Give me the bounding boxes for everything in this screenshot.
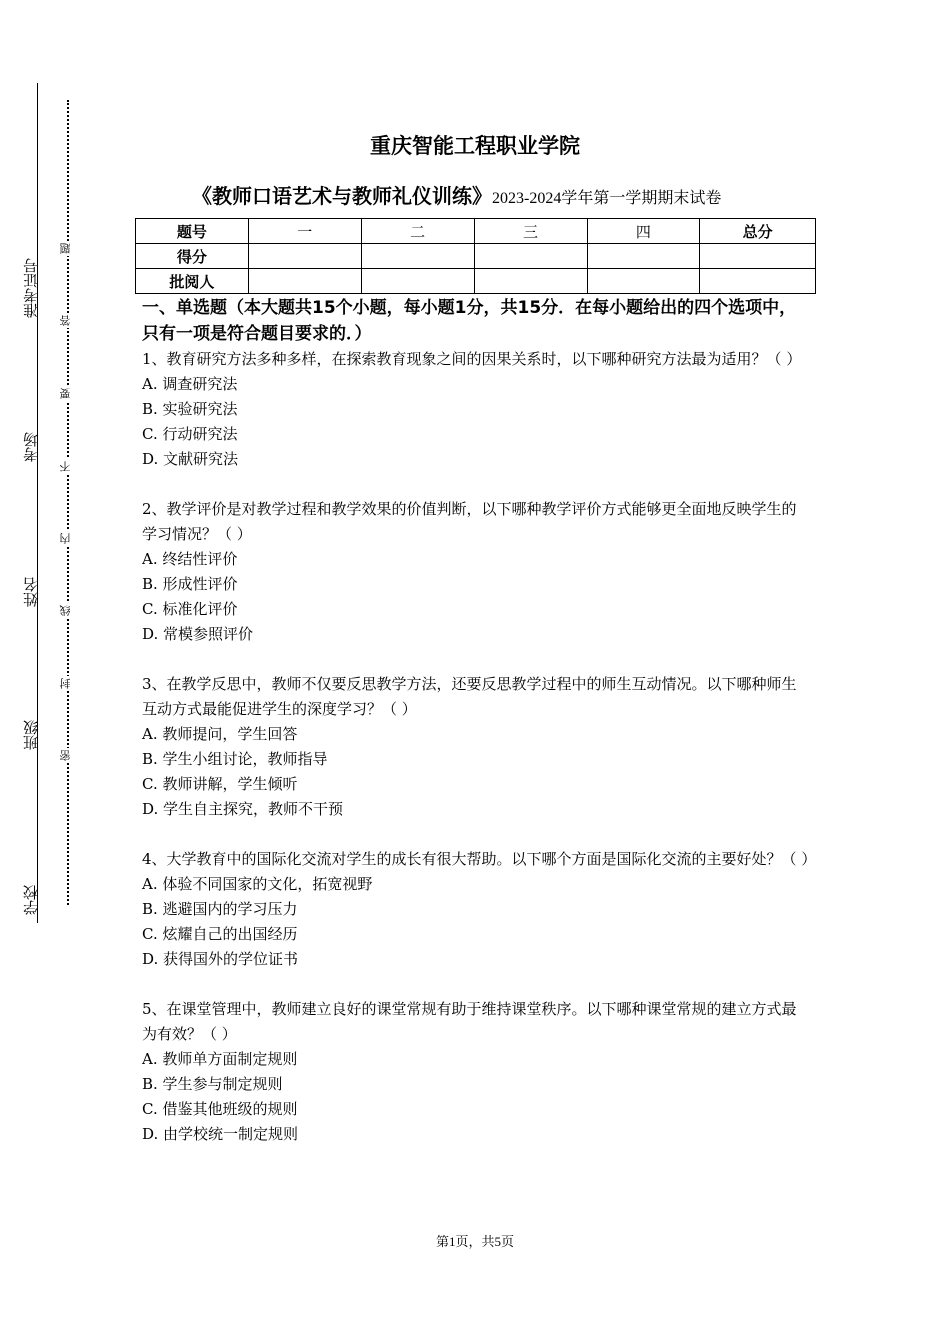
- section-title: 一、单选题（本大题共15个小题，每小题1分，共15分．在每小题给出的四个选项中，只有一项是符合题目要求的．）: [142, 298, 797, 344]
- option-c: C. 炫耀自己的出国经历: [142, 925, 298, 943]
- option-a: A. 教师提问，学生回答: [142, 725, 298, 743]
- option-c: C. 行动研究法: [142, 425, 238, 443]
- seal-char: 密: [59, 750, 72, 761]
- score-header-cell: 二: [361, 219, 474, 244]
- label-class: 班级: [22, 720, 40, 750]
- question-item: [142, 672, 810, 822]
- score-cell[interactable]: [474, 244, 587, 269]
- seal-char: 不: [59, 461, 72, 472]
- question-text: 5、在课堂管理中，教师建立良好的课堂常规有助于维持课堂秩序。以下哪种课堂常规的建立方式最为有效？（ ）: [142, 1000, 797, 1043]
- score-cell[interactable]: [700, 269, 816, 294]
- option-a: A. 终结性评价: [142, 550, 238, 568]
- seal-char: 内: [59, 533, 72, 544]
- label-exam-id: 准考证号: [22, 258, 40, 318]
- score-cell[interactable]: [700, 244, 816, 269]
- school-name: 重庆智能工程职业学院: [370, 134, 580, 158]
- question-item: [142, 847, 817, 972]
- score-header-cell: 一: [248, 219, 361, 244]
- score-header-cell: 总分: [700, 219, 816, 244]
- option-b: B. 逃避国内的学习压力: [142, 900, 298, 918]
- option-c: C. 借鉴其他班级的规则: [142, 1100, 298, 1118]
- score-cell[interactable]: [474, 269, 587, 294]
- option-b: B. 形成性评价: [142, 575, 238, 593]
- exam-term: 2023-2024学年第一学期期末试卷: [492, 190, 722, 207]
- option-d: D. 常模参照评价: [142, 625, 254, 643]
- score-header-cell: 题号: [136, 219, 249, 244]
- question-item: [142, 997, 810, 1147]
- score-table-header-row: [136, 219, 816, 244]
- score-row-label: 得分: [136, 244, 249, 269]
- score-table-row: [136, 244, 816, 269]
- option-c: C. 标准化评价: [142, 600, 238, 618]
- score-cell[interactable]: [361, 244, 474, 269]
- page-footer: 第1页，共5页: [435, 1234, 514, 1249]
- option-d: D. 获得国外的学位证书: [142, 950, 299, 968]
- option-b: B. 学生参与制定规则: [142, 1075, 283, 1093]
- question-text: 2、教学评价是对教学过程和教学效果的价值判断，以下哪种教学评价方式能够更全面地反映学生的学习情况？（ ）: [142, 500, 797, 543]
- question-item: [142, 497, 810, 647]
- seal-char: 线: [59, 605, 72, 616]
- option-a: A. 教师单方面制定规则: [142, 1050, 298, 1068]
- exam-title: [192, 180, 721, 209]
- score-table: [135, 218, 816, 294]
- binding-margin: [0, 0, 110, 1344]
- label-exam-room: 考场: [22, 432, 40, 462]
- score-header-cell: 三: [474, 219, 587, 244]
- binding-dotted-line: [67, 100, 69, 905]
- option-b: B. 实验研究法: [142, 400, 238, 418]
- score-cell[interactable]: [587, 269, 700, 294]
- option-b: B. 学生小组讨论，教师指导: [142, 750, 328, 768]
- score-header-cell: 四: [587, 219, 700, 244]
- option-d: D. 学生自主探究，教师不干预: [142, 800, 344, 818]
- score-cell[interactable]: [248, 269, 361, 294]
- option-d: D. 文献研究法: [142, 450, 239, 468]
- binding-solid-line: [37, 83, 38, 923]
- score-cell[interactable]: [248, 244, 361, 269]
- seal-char: 要: [59, 388, 72, 399]
- question-text: 4、大学教育中的国际化交流对学生的成长有很大帮助。以下哪个方面是国际化交流的主要好处？（ ）: [142, 850, 817, 868]
- option-a: A. 体验不同国家的文化，拓宽视野: [142, 875, 373, 893]
- seal-char: 封: [59, 678, 72, 689]
- option-c: C. 教师讲解，学生倾听: [142, 775, 298, 793]
- question-text: 1、教育研究方法多种多样，在探索教育现象之间的因果关系时，以下哪种研究方法最为适用？（ ）: [142, 350, 802, 368]
- seal-char: 答: [59, 315, 72, 326]
- label-school: 学校: [22, 885, 40, 915]
- question-text: 3、在教学反思中，教师不仅要反思教学方法，还要反思教学过程中的师生互动情况。以下哪种师生互动方式最能促进学生的深度学习？（ ）: [142, 675, 797, 718]
- score-row-label: 批阅人: [136, 269, 249, 294]
- option-a: A. 调查研究法: [142, 375, 238, 393]
- course-title: 《教师口语艺术与教师礼仪训练》: [192, 184, 492, 208]
- label-name: 姓名: [22, 577, 40, 607]
- score-cell[interactable]: [587, 244, 700, 269]
- option-d: D. 由学校统一制定规则: [142, 1125, 299, 1143]
- exam-content: [142, 295, 817, 1147]
- score-table-row: [136, 269, 816, 294]
- seal-char: 题: [59, 243, 72, 254]
- question-item: [142, 347, 810, 472]
- score-cell[interactable]: [361, 269, 474, 294]
